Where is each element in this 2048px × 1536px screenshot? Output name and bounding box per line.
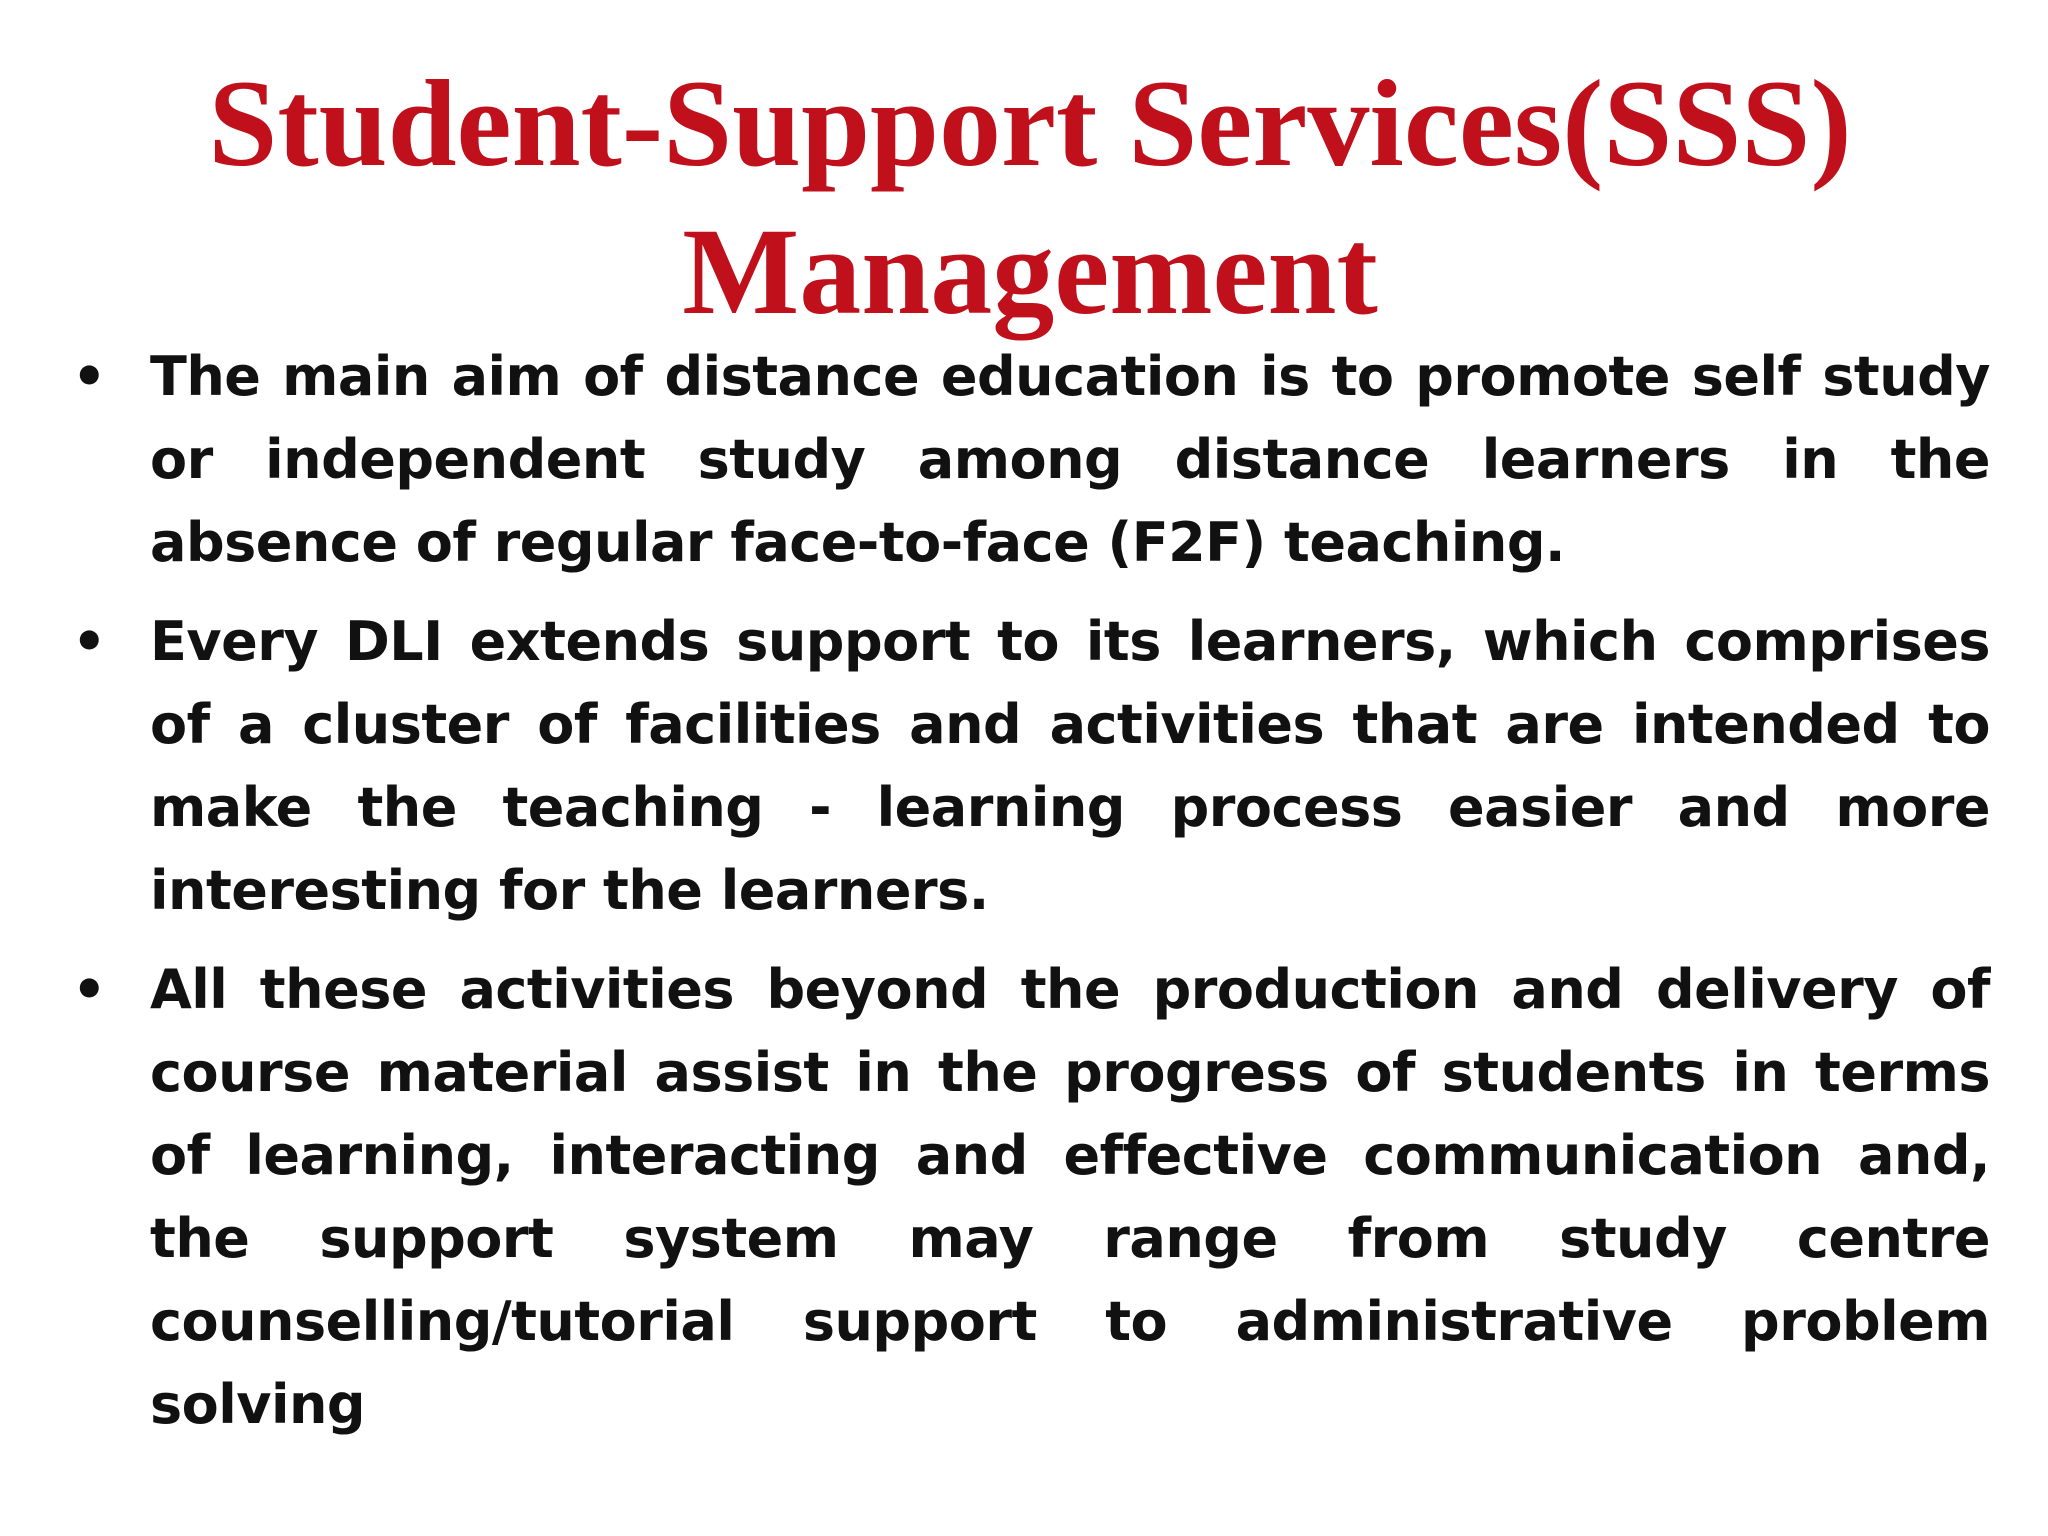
bullet-text: Every DLI extends support to its learners, which comprises of a cluster of facilities and activities that are intended to make the teaching - learning process easier and more interesting for the learners.: [150, 610, 1990, 922]
slide-title: [100, 50, 1960, 346]
bullet-item-3: [70, 948, 1990, 1446]
bullet-item-1: [70, 335, 1990, 584]
bullet-text: All these activities beyond the production and delivery of course material assist in the progress of students in terms of learning, interacting and effective communication and, the support system may range from study centre counselling/tutorial support to administrative problem solving: [150, 958, 1990, 1436]
bullet-text: The main aim of distance education is to promote self study or independent study among distance learners in the absence of regular face-to-face (F2F) teaching.: [150, 345, 1990, 574]
bullet-dot-icon: •: [72, 958, 107, 1021]
bullet-dot-icon: •: [72, 345, 107, 408]
bullet-list: [70, 335, 1990, 1462]
bullet-dot-icon: •: [72, 610, 107, 673]
slide-title-line-2: Management: [682, 203, 1378, 340]
slide-title-line-1: Student-Support Services(SSS): [208, 55, 1852, 192]
bullet-item-2: [70, 600, 1990, 932]
